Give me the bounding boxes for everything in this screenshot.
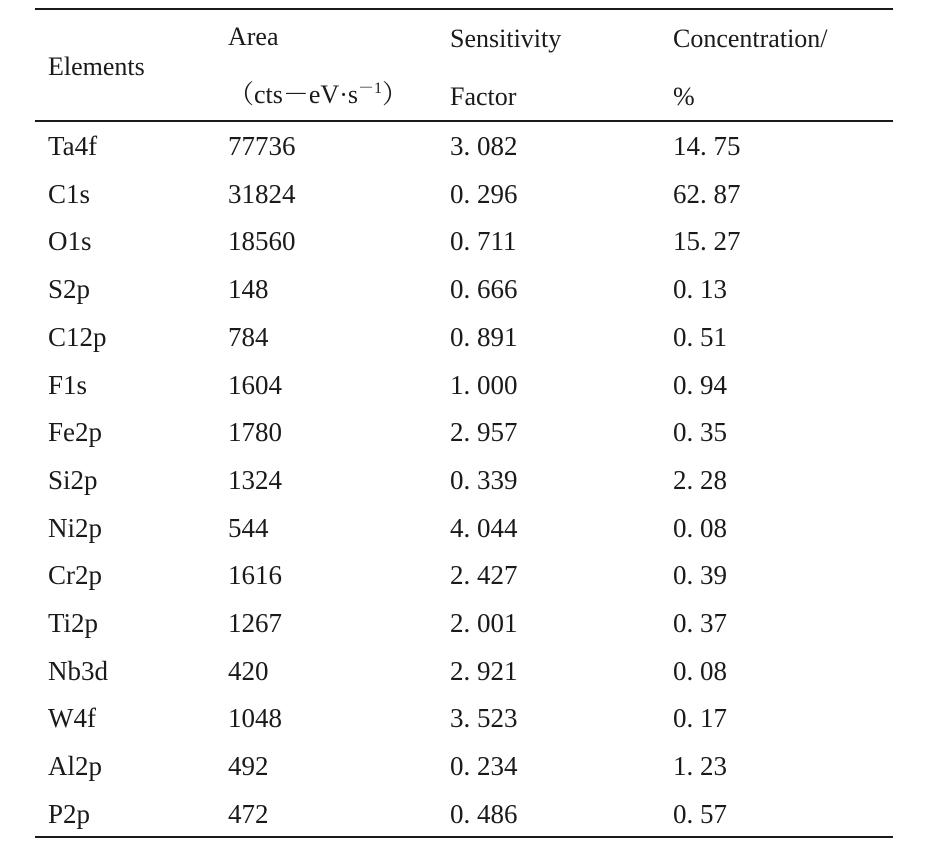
cell-sensitivity: 0. 891 bbox=[450, 321, 518, 352]
cell-sensitivity: 0. 711 bbox=[450, 226, 517, 257]
cell-sensitivity: 0. 486 bbox=[450, 798, 518, 829]
cell-concentration: 2. 28 bbox=[673, 464, 727, 495]
cell-area: 1604 bbox=[228, 369, 282, 400]
header-area-unit-close: ） bbox=[382, 80, 409, 109]
table-header-rule bbox=[35, 120, 893, 122]
header-sensitivity-line1: Sensitivity bbox=[450, 24, 562, 53]
cell-element: Cr2p bbox=[48, 560, 102, 591]
cell-area: 544 bbox=[228, 512, 269, 543]
table-bottom-rule bbox=[35, 836, 893, 838]
cell-element: Al2p bbox=[48, 751, 102, 782]
cell-area: 784 bbox=[228, 321, 269, 352]
cell-concentration: 62. 87 bbox=[673, 178, 741, 209]
cell-concentration: 0. 57 bbox=[673, 798, 727, 829]
cell-element: Ta4f bbox=[48, 131, 98, 161]
cell-area: 31824 bbox=[228, 178, 296, 209]
header-area-line2 bbox=[228, 80, 408, 114]
cell-sensitivity: 3. 523 bbox=[450, 703, 518, 734]
cell-sensitivity: 0. 666 bbox=[450, 274, 518, 305]
cell-sensitivity: 2. 427 bbox=[450, 560, 518, 591]
table-top-rule bbox=[35, 8, 893, 10]
cell-element: C1s bbox=[48, 178, 91, 209]
cell-concentration: 0. 08 bbox=[673, 512, 727, 543]
cell-element: W4f bbox=[48, 703, 96, 734]
cell-sensitivity: 2. 957 bbox=[450, 417, 518, 448]
cell-area: 472 bbox=[228, 798, 269, 829]
cell-concentration: 0. 39 bbox=[673, 560, 727, 591]
header-concentration-line1: Concentration/ bbox=[673, 24, 828, 53]
cell-sensitivity: 3. 082 bbox=[450, 131, 518, 161]
cell-area: 1267 bbox=[228, 608, 282, 638]
cell-element: S2p bbox=[48, 274, 91, 305]
cell-sensitivity: 0. 296 bbox=[450, 178, 518, 209]
cell-concentration: 14. 75 bbox=[673, 131, 741, 161]
header-area-unit-exponent: －1 bbox=[357, 80, 382, 97]
header-area-unit: （cts－eV·s bbox=[228, 80, 358, 109]
cell-area: 1616 bbox=[228, 560, 282, 591]
cell-area: 18560 bbox=[228, 226, 296, 257]
cell-sensitivity: 4. 044 bbox=[450, 512, 518, 543]
cell-sensitivity: 1. 000 bbox=[450, 369, 518, 400]
cell-element: Nb3d bbox=[48, 655, 108, 686]
cell-area: 420 bbox=[228, 655, 269, 686]
cell-element: Fe2p bbox=[48, 417, 102, 448]
cell-sensitivity: 0. 339 bbox=[450, 464, 518, 495]
cell-element: Ni2p bbox=[48, 512, 102, 543]
header-concentration-line2: % bbox=[673, 82, 695, 111]
cell-concentration: 0. 13 bbox=[673, 274, 727, 305]
cell-concentration: 0. 08 bbox=[673, 655, 727, 686]
cell-sensitivity: 2. 001 bbox=[450, 608, 518, 638]
cell-concentration: 0. 94 bbox=[673, 369, 727, 400]
cell-area: 148 bbox=[228, 274, 269, 305]
cell-element: P2p bbox=[48, 798, 91, 829]
cell-concentration: 0. 17 bbox=[673, 703, 727, 734]
cell-concentration: 0. 37 bbox=[673, 608, 727, 638]
header-sensitivity-line2: Factor bbox=[450, 82, 517, 111]
header-area-line1: Area bbox=[228, 22, 279, 51]
cell-concentration: 15. 27 bbox=[673, 226, 741, 257]
cell-element: Si2p bbox=[48, 464, 98, 495]
cell-concentration: 0. 51 bbox=[673, 321, 727, 352]
cell-area: 1324 bbox=[228, 464, 282, 495]
cell-element: Ti2p bbox=[48, 608, 99, 638]
cell-area: 77736 bbox=[228, 131, 296, 161]
cell-element: F1s bbox=[48, 369, 88, 400]
header-elements: Elements bbox=[48, 52, 145, 81]
cell-area: 1780 bbox=[228, 417, 282, 448]
cell-element: O1s bbox=[48, 226, 92, 257]
cell-concentration: 0. 35 bbox=[673, 417, 727, 448]
cell-area: 1048 bbox=[228, 703, 282, 734]
cell-area: 492 bbox=[228, 751, 269, 782]
cell-sensitivity: 2. 921 bbox=[450, 655, 518, 686]
cell-concentration: 1. 23 bbox=[673, 751, 727, 782]
cell-sensitivity: 0. 234 bbox=[450, 751, 518, 782]
cell-element: C12p bbox=[48, 321, 107, 352]
